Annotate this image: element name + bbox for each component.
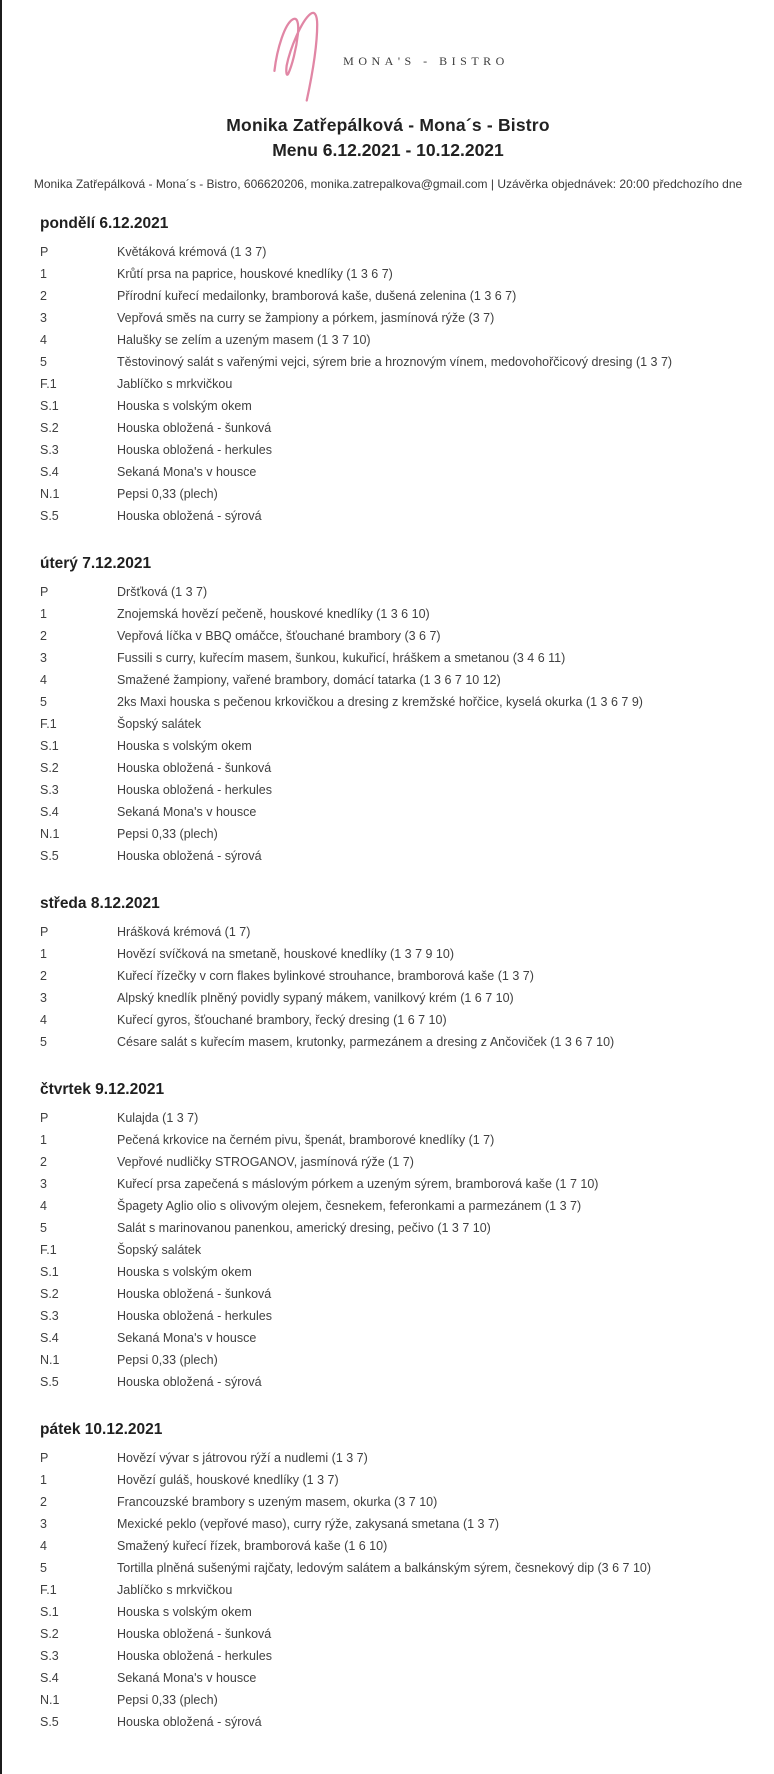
day-heading: úterý 7.12.2021 [40,555,152,572]
item-code: S.1 [40,399,59,414]
monas-bistro-m-logo-icon [267,8,329,104]
menu-item-row [40,824,754,846]
menu-item-row [40,1536,754,1558]
menu-item-row [40,1174,754,1196]
item-code: P [40,925,49,940]
item-text: Houska obložená - sýrová [117,509,262,524]
item-text: Znojemská hovězí pečeně, houskové knedlíky (1 3 6 10) [117,607,430,622]
item-text: 2ks Maxi houska s pečenou krkovičkou a dresing z kremžské hořčice, kyselá okurka (1 3 6 7 9) [117,695,643,710]
menu-item-row [40,264,754,286]
menu-item-row [40,1284,754,1306]
item-text: Houska s volským okem [117,399,252,414]
item-code: N.1 [40,827,60,842]
item-code: 1 [40,1473,47,1488]
item-text: Salát s marinovanou panenkou, americký dresing, pečivo (1 3 7 10) [117,1221,491,1236]
item-text: Houska obložená - šunková [117,1287,272,1302]
menu-item-row [40,1032,754,1054]
item-text: Pepsi 0,33 (plech) [117,827,218,842]
item-code: 3 [40,311,47,326]
item-text: Šopský salátek [117,717,202,732]
item-text: Tortilla plněná sušenými rajčaty, ledovým salátem a balkánským sýrem, česnekový dip (3 6 7 10) [117,1561,652,1576]
item-code: 5 [40,1561,47,1576]
menu-item-row [40,484,754,506]
item-text: Pepsi 0,33 (plech) [117,487,218,502]
item-code: F.1 [40,1583,57,1598]
menu-item-row [40,846,754,868]
day-section [40,1081,754,1394]
item-text: Pepsi 0,33 (plech) [117,1353,218,1368]
item-text: Vepřové nudličky STROGANOV, jasmínová rýže (1 7) [117,1155,414,1170]
menu-item-row [40,1306,754,1328]
item-text: Fussili s curry, kuřecím masem, šunkou, kukuřicí, hráškem a smetanou (3 4 6 11) [117,651,566,666]
day-rows [40,922,754,1054]
menu-item-row [40,1240,754,1262]
menu-item-row [40,988,754,1010]
item-text: Těstovinový salát s vařenými vejci, sýrem brie a hroznovým vínem, medovohořčicový dresing (1 3 7) [117,355,673,370]
item-code: S.1 [40,1605,59,1620]
contact-line: Monika Zatřepálková - Mona´s - Bistro, 606620206, monika.zatrepalkova@gmail.com | Uzávěrka objednávek: 20:00 předchozího dne [33,177,743,191]
menu-item-row [40,626,754,648]
day-heading: pondělí 6.12.2021 [40,215,169,232]
item-code: 2 [40,629,47,644]
item-code: F.1 [40,1243,57,1258]
item-code: 5 [40,355,47,370]
item-code: S.1 [40,1265,59,1280]
item-code: S.3 [40,783,59,798]
item-text: Krůtí prsa na paprice, houskové knedlíky (1 3 6 7) [117,267,393,282]
item-code: P [40,585,49,600]
logo-wordmark: MONA'S - BISTRO [343,53,509,68]
menu-item-row [40,1448,754,1470]
menu-date-range: Menu 6.12.2021 - 10.12.2021 [272,140,504,160]
item-code: S.5 [40,509,59,524]
item-text: Houska obložená - sýrová [117,1375,262,1390]
item-code: S.4 [40,465,59,480]
item-code: S.4 [40,1671,59,1686]
menu-item-row [40,330,754,352]
menu-item-row [40,374,754,396]
item-code: S.5 [40,1375,59,1390]
menu-item-row [40,1470,754,1492]
item-text: Halušky se zelím a uzeným masem (1 3 7 10) [117,333,371,348]
item-code: P [40,245,49,260]
item-text: Houska obložená - šunková [117,421,272,436]
menu-item-row [40,582,754,604]
day-section [40,215,754,528]
item-code: 1 [40,1133,47,1148]
item-code: 1 [40,607,47,622]
item-text: Přírodní kuřecí medailonky, bramborová kaše, dušená zelenina (1 3 6 7) [117,289,517,304]
menu-item-row [40,1262,754,1284]
item-code: S.3 [40,443,59,458]
menu-item-row [40,286,754,308]
item-text: Špagety Aglio olio s olivovým olejem, česnekem, feferonkami a parmezánem (1 3 7) [117,1199,582,1214]
menu-item-row [40,670,754,692]
menu-item-row [40,802,754,824]
item-code: 3 [40,1517,47,1532]
item-code: S.1 [40,739,59,754]
item-text: Hovězí vývar s játrovou rýží a nudlemi (1 3 7) [117,1451,368,1466]
menu-item-row [40,308,754,330]
item-text: Houska s volským okem [117,1605,252,1620]
item-code: S.4 [40,805,59,820]
item-code: N.1 [40,1353,60,1368]
menu-item-row [40,736,754,758]
day-heading: středa 8.12.2021 [40,895,160,912]
item-text: Pepsi 0,33 (plech) [117,1693,218,1708]
item-text: Jablíčko s mrkvičkou [117,1583,233,1598]
item-code: 1 [40,267,47,282]
item-text: Houska s volským okem [117,1265,252,1280]
menu-item-row [40,1108,754,1130]
menu-item-row [40,1492,754,1514]
item-text: Jablíčko s mrkvičkou [117,377,233,392]
day-section [40,555,754,868]
menu-item-row [40,648,754,670]
item-text: Smažené žampiony, vařené brambory, domácí tatarka (1 3 6 7 10 12) [117,673,501,688]
menu-item-row [40,418,754,440]
item-code: P [40,1451,49,1466]
item-text: Césare salát s kuřecím masem, krutonky, parmezánem a dresing z Ančoviček (1 3 6 7 10) [117,1035,615,1050]
menu-item-row [40,1196,754,1218]
item-text: Houska obložená - herkules [117,1309,272,1324]
item-code: 2 [40,289,47,304]
item-code: 3 [40,1177,47,1192]
item-text: Sekaná Mona's v housce [117,805,257,820]
item-code: 2 [40,969,47,984]
item-code: S.5 [40,1715,59,1730]
item-text: Šopský salátek [117,1243,202,1258]
menu-item-row [40,352,754,374]
item-text: Francouzské brambory s uzeným masem, okurka (3 7 10) [117,1495,438,1510]
item-code: 5 [40,1221,47,1236]
menu-item-row [40,692,754,714]
item-code: 1 [40,947,47,962]
logo [267,10,509,102]
menu-item-row [40,242,754,264]
menu-item-row [40,396,754,418]
day-heading: čtvrtek 9.12.2021 [40,1081,165,1098]
item-code: N.1 [40,487,60,502]
item-code: 4 [40,333,47,348]
menu-item-row [40,506,754,528]
item-text: Sekaná Mona's v housce [117,1331,257,1346]
day-section [40,1421,754,1734]
item-text: Pečená krkovice na černém pivu, špenát, bramborové knedlíky (1 7) [117,1133,495,1148]
item-code: 2 [40,1155,47,1170]
menu-item-row [40,922,754,944]
item-code: 4 [40,673,47,688]
day-rows [40,582,754,868]
day-rows [40,1448,754,1734]
item-code: 2 [40,1495,47,1510]
item-code: 4 [40,1539,47,1554]
item-text: Kulajda (1 3 7) [117,1111,199,1126]
menu-item-row [40,1712,754,1734]
item-text: Smažený kuřecí řízek, bramborová kaše (1 6 10) [117,1539,388,1554]
item-text: Houska obložená - sýrová [117,1715,262,1730]
menu-item-row [40,1624,754,1646]
item-code: F.1 [40,717,57,732]
menu-item-row [40,1514,754,1536]
menu-item-row [40,1668,754,1690]
doc-header [2,0,774,191]
item-text: Sekaná Mona's v housce [117,1671,257,1686]
item-code: 4 [40,1199,47,1214]
item-text: Vepřová líčka v BBQ omáčce, šťouchané brambory (3 6 7) [117,629,441,644]
menu-item-row [40,944,754,966]
menu-item-row [40,1558,754,1580]
item-code: S.5 [40,849,59,864]
item-text: Vepřová směs na curry se žampiony a pórkem, jasmínová rýže (3 7) [117,311,495,326]
menu-item-row [40,1130,754,1152]
menu-item-row [40,440,754,462]
day-rows [40,1108,754,1394]
item-text: Mexické peklo (vepřové maso), curry rýže, zakysaná smetana (1 3 7) [117,1517,500,1532]
item-code: S.2 [40,1627,59,1642]
item-code: F.1 [40,377,57,392]
menu-item-row [40,1646,754,1668]
item-code: S.2 [40,761,59,776]
menu-item-row [40,462,754,484]
item-text: Hovězí guláš, houskové knedlíky (1 3 7) [117,1473,339,1488]
item-text: Houska obložená - herkules [117,443,272,458]
item-code: 5 [40,1035,47,1050]
menu-item-row [40,1372,754,1394]
menu-item-row [40,1580,754,1602]
page-title: Monika Zatřepálková - Mona´s - Bistro [226,115,550,135]
menu-item-row [40,1152,754,1174]
item-text: Houska obložená - herkules [117,783,272,798]
day-section [40,895,754,1054]
menu-item-row [40,1328,754,1350]
item-text: Hrášková krémová (1 7) [117,925,251,940]
menu-item-row [40,1602,754,1624]
item-text: Houska obložená - herkules [117,1649,272,1664]
menu-item-row [40,1350,754,1372]
item-code: S.2 [40,421,59,436]
item-text: Hovězí svíčková na smetaně, houskové knedlíky (1 3 7 9 10) [117,947,454,962]
item-text: Kuřecí prsa zapečená s máslovým pórkem a uzeným sýrem, bramborová kaše (1 7 10) [117,1177,599,1192]
item-text: Houska obložená - šunková [117,1627,272,1642]
menu-item-row [40,780,754,802]
item-text: Alpský knedlík plněný povidly sypaný mákem, vanilkový krém (1 6 7 10) [117,991,514,1006]
item-code: 4 [40,1013,47,1028]
item-code: S.3 [40,1309,59,1324]
menu-item-row [40,966,754,988]
item-text: Květáková krémová (1 3 7) [117,245,267,260]
item-text: Sekaná Mona's v housce [117,465,257,480]
item-code: S.2 [40,1287,59,1302]
item-text: Houska obložená - sýrová [117,849,262,864]
item-code: S.4 [40,1331,59,1346]
item-code: N.1 [40,1693,60,1708]
item-text: Dršťková (1 3 7) [117,585,208,600]
day-heading: pátek 10.12.2021 [40,1421,163,1438]
item-text: Houska s volským okem [117,739,252,754]
menu-item-row [40,1690,754,1712]
item-text: Houska obložená - šunková [117,761,272,776]
item-text: Kuřecí řízečky v corn flakes bylinkové strouhance, bramborová kaše (1 3 7) [117,969,534,984]
menu-item-row [40,604,754,626]
menu-item-row [40,758,754,780]
item-code: 3 [40,991,47,1006]
item-code: P [40,1111,49,1126]
item-code: S.3 [40,1649,59,1664]
menu-item-row [40,714,754,736]
menu-item-row [40,1010,754,1032]
item-text: Kuřecí gyros, šťouchané brambory, řecký dresing (1 6 7 10) [117,1013,447,1028]
item-code: 3 [40,651,47,666]
day-rows [40,242,754,528]
item-code: 5 [40,695,47,710]
menu-item-row [40,1218,754,1240]
menu-days [2,215,774,1774]
